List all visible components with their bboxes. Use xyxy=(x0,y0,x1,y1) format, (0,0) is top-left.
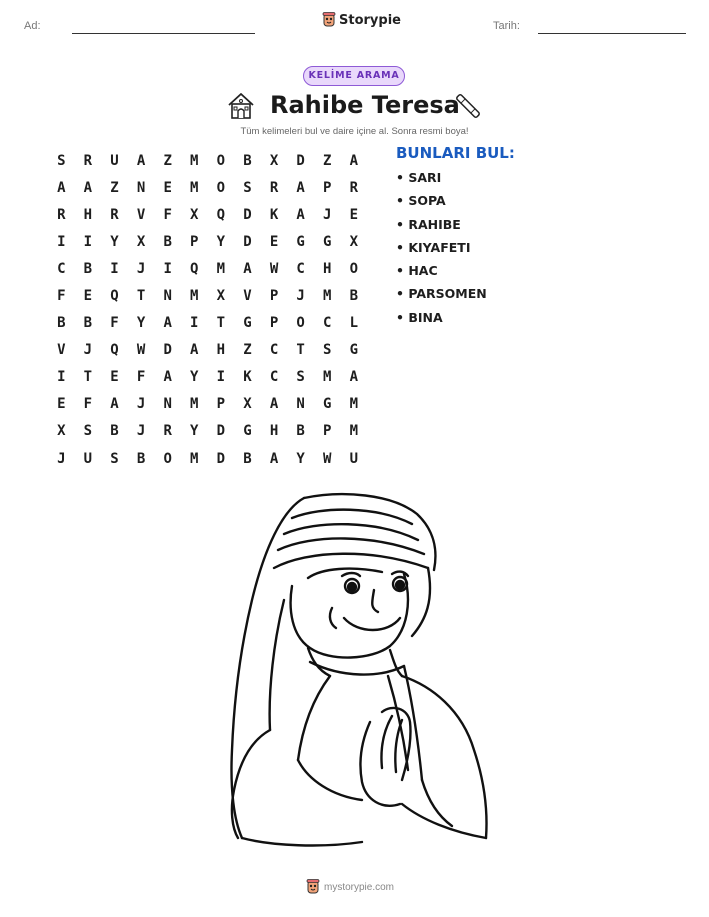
grid-cell: W xyxy=(269,260,279,277)
grid-cell: J xyxy=(136,396,146,413)
grid-cell: Q xyxy=(216,206,226,223)
word-list-item: • SARI xyxy=(396,170,487,193)
grid-cell: W xyxy=(323,450,332,467)
grid-cell: I xyxy=(110,260,119,277)
stick-icon xyxy=(453,91,483,121)
grid-cell: G xyxy=(296,233,305,250)
grid-cell: J xyxy=(136,423,146,440)
grid-cell: T xyxy=(296,342,305,359)
grid-cell: F xyxy=(163,206,172,223)
grid-cell: X xyxy=(269,152,279,169)
grid-cell: Q xyxy=(110,288,119,305)
brand-name: Storypie xyxy=(339,12,401,28)
grid-cell: N xyxy=(163,288,172,305)
grid-cell: A xyxy=(136,152,146,169)
grid-cell: A xyxy=(349,369,359,386)
grid-cell: M xyxy=(190,396,199,413)
grid-cell: Z xyxy=(323,152,332,169)
word-list xyxy=(396,170,487,333)
grid-cell: P xyxy=(190,233,199,250)
grid-cell: C xyxy=(269,369,279,386)
grid-cell: S xyxy=(110,450,119,467)
grid-cell: P xyxy=(269,315,279,332)
grid-cell: B xyxy=(243,450,252,467)
word-list-item: • HAC xyxy=(396,263,487,286)
grid-cell: E xyxy=(163,179,172,196)
grid-cell: M xyxy=(190,288,199,305)
grid-cell: O xyxy=(216,179,226,196)
grid-cell: N xyxy=(136,179,146,196)
word-list-heading: BUNLARI BUL: xyxy=(396,144,515,162)
grid-cell: E xyxy=(57,396,66,413)
page-title: Rahibe Teresa xyxy=(270,91,460,119)
grid-cell: A xyxy=(243,260,252,277)
grid-cell: P xyxy=(269,288,279,305)
grid-cell: Y xyxy=(296,450,305,467)
grid-cell: J xyxy=(323,206,332,223)
grid-cell: H xyxy=(323,260,332,277)
grid-cell: R xyxy=(110,206,119,223)
grid-cell: J xyxy=(296,288,305,305)
grid-cell: O xyxy=(296,315,305,332)
grid-cell: Z xyxy=(110,179,119,196)
grid-cell: X xyxy=(243,396,252,413)
grid-cell: Y xyxy=(190,423,199,440)
grid-cell: O xyxy=(163,450,172,467)
footer xyxy=(306,879,394,895)
grid-cell: T xyxy=(216,315,226,332)
grid-cell: C xyxy=(323,315,332,332)
grid-cell: J xyxy=(136,260,146,277)
grid-row xyxy=(48,418,368,445)
grid-cell: G xyxy=(243,315,252,332)
word-list-item: • BINA xyxy=(396,310,487,333)
grid-cell: H xyxy=(216,342,226,359)
grid-cell: G xyxy=(323,396,332,413)
grid-cell: B xyxy=(243,152,252,169)
brand-logo xyxy=(322,12,401,28)
grid-cell: O xyxy=(216,152,226,169)
grid-cell: X xyxy=(216,288,226,305)
grid-cell: T xyxy=(136,288,146,305)
grid-cell: T xyxy=(83,369,93,386)
grid-cell: Z xyxy=(243,342,252,359)
grid-cell: Q xyxy=(110,342,119,359)
grid-cell: A xyxy=(163,369,172,386)
grid-cell: J xyxy=(57,450,66,467)
grid-cell: U xyxy=(110,152,119,169)
grid-cell: V xyxy=(57,342,66,359)
grid-cell: A xyxy=(190,342,199,359)
grid-cell: A xyxy=(269,396,279,413)
grid-cell: B xyxy=(349,288,359,305)
grid-cell: A xyxy=(57,179,66,196)
grid-cell: M xyxy=(190,179,199,196)
grid-row xyxy=(48,174,368,201)
grid-row xyxy=(48,445,368,472)
grid-cell: B xyxy=(163,233,172,250)
grid-cell: C xyxy=(296,260,305,277)
grid-cell: J xyxy=(83,342,93,359)
category-badge: KELİME ARAMA xyxy=(303,66,405,86)
grid-cell: D xyxy=(216,423,226,440)
grid-cell: B xyxy=(110,423,119,440)
grid-cell: A xyxy=(349,152,359,169)
grid-cell: N xyxy=(296,396,305,413)
grid-row xyxy=(48,255,368,282)
grid-cell: A xyxy=(110,396,119,413)
grid-cell: X xyxy=(57,423,66,440)
grid-cell: A xyxy=(296,179,305,196)
grid-cell: G xyxy=(323,233,332,250)
grid-cell: A xyxy=(269,450,279,467)
grid-cell: E xyxy=(110,369,119,386)
grid-cell: Q xyxy=(190,260,199,277)
grid-cell: F xyxy=(57,288,66,305)
grid-cell: A xyxy=(83,179,93,196)
grid-cell: N xyxy=(163,396,172,413)
grid-cell: P xyxy=(323,423,332,440)
grid-row xyxy=(48,201,368,228)
grid-cell: D xyxy=(243,233,252,250)
grid-row xyxy=(48,364,368,391)
grid-cell: Y xyxy=(136,315,146,332)
grid-cell: G xyxy=(243,423,252,440)
word-list-item: • SOPA xyxy=(396,193,487,216)
grid-row xyxy=(48,310,368,337)
grid-cell: M xyxy=(190,450,199,467)
grid-cell: E xyxy=(83,288,93,305)
grid-row xyxy=(48,391,368,418)
grid-cell: E xyxy=(269,233,279,250)
grid-cell: I xyxy=(216,369,226,386)
grid-cell: R xyxy=(163,423,172,440)
instructions: Tüm kelimeleri bul ve daire içine al. Sonra resmi boya! xyxy=(240,126,469,137)
grid-cell: I xyxy=(83,233,93,250)
mother-teresa-coloring-illustration xyxy=(212,490,497,855)
grid-cell: S xyxy=(243,179,252,196)
grid-cell: S xyxy=(323,342,332,359)
grid-cell: P xyxy=(216,396,226,413)
grid-cell: B xyxy=(83,315,93,332)
word-search-grid xyxy=(48,147,368,472)
grid-cell: R xyxy=(269,179,279,196)
grid-cell: I xyxy=(190,315,199,332)
grid-cell: I xyxy=(57,369,66,386)
grid-cell: H xyxy=(83,206,93,223)
grid-cell: R xyxy=(349,179,359,196)
grid-cell: Y xyxy=(216,233,226,250)
footer-url: mystorypie.com xyxy=(324,881,395,893)
grid-cell: F xyxy=(136,369,146,386)
name-label: Ad: xyxy=(24,20,41,32)
grid-cell: H xyxy=(269,423,279,440)
name-line xyxy=(72,33,255,34)
grid-cell: U xyxy=(349,450,359,467)
grid-cell: O xyxy=(349,260,359,277)
grid-cell: S xyxy=(83,423,93,440)
grid-cell: B xyxy=(296,423,305,440)
grid-cell: K xyxy=(269,206,279,223)
grid-cell: C xyxy=(269,342,279,359)
grid-row xyxy=(48,282,368,309)
grid-cell: C xyxy=(57,260,66,277)
grid-cell: V xyxy=(243,288,252,305)
grid-cell: W xyxy=(136,342,146,359)
grid-cell: E xyxy=(349,206,359,223)
grid-cell: F xyxy=(83,396,93,413)
grid-cell: X xyxy=(136,233,146,250)
grid-cell: D xyxy=(296,152,305,169)
grid-cell: D xyxy=(243,206,252,223)
grid-cell: S xyxy=(296,369,305,386)
grid-cell: D xyxy=(163,342,172,359)
grid-row xyxy=(48,228,368,255)
grid-cell: P xyxy=(323,179,332,196)
grid-cell: M xyxy=(216,260,226,277)
grid-cell: M xyxy=(323,288,332,305)
grid-cell: M xyxy=(349,396,359,413)
grid-cell: S xyxy=(57,152,66,169)
grid-cell: A xyxy=(163,315,172,332)
date-label: Tarih: xyxy=(493,20,520,32)
grid-cell: B xyxy=(83,260,93,277)
grid-cell: X xyxy=(190,206,199,223)
grid-cell: Z xyxy=(163,152,172,169)
grid-cell: M xyxy=(323,369,332,386)
grid-cell: F xyxy=(110,315,119,332)
grid-cell: I xyxy=(57,233,66,250)
grid-cell: M xyxy=(190,152,199,169)
word-list-item: • RAHIBE xyxy=(396,217,487,240)
grid-cell: M xyxy=(349,423,359,440)
grid-cell: B xyxy=(57,315,66,332)
grid-cell: K xyxy=(243,369,252,386)
grid-cell: B xyxy=(136,450,146,467)
grid-cell: A xyxy=(296,206,305,223)
word-list-item: • PARSOMEN xyxy=(396,286,487,309)
house-icon xyxy=(226,91,256,121)
grid-cell: Y xyxy=(110,233,119,250)
grid-cell: L xyxy=(349,315,359,332)
grid-cell: Y xyxy=(190,369,199,386)
grid-row xyxy=(48,147,368,174)
grid-cell: I xyxy=(163,260,172,277)
word-list-item: • KIYAFETI xyxy=(396,240,487,263)
grid-cell: R xyxy=(57,206,66,223)
grid-cell: R xyxy=(83,152,93,169)
grid-cell: X xyxy=(349,233,359,250)
grid-cell: V xyxy=(136,206,146,223)
grid-cell: G xyxy=(349,342,359,359)
date-line xyxy=(538,33,686,34)
grid-row xyxy=(48,337,368,364)
storypie-logo-icon xyxy=(306,879,320,895)
grid-cell: U xyxy=(83,450,93,467)
grid-cell: D xyxy=(216,450,226,467)
storypie-logo-icon xyxy=(322,12,336,28)
